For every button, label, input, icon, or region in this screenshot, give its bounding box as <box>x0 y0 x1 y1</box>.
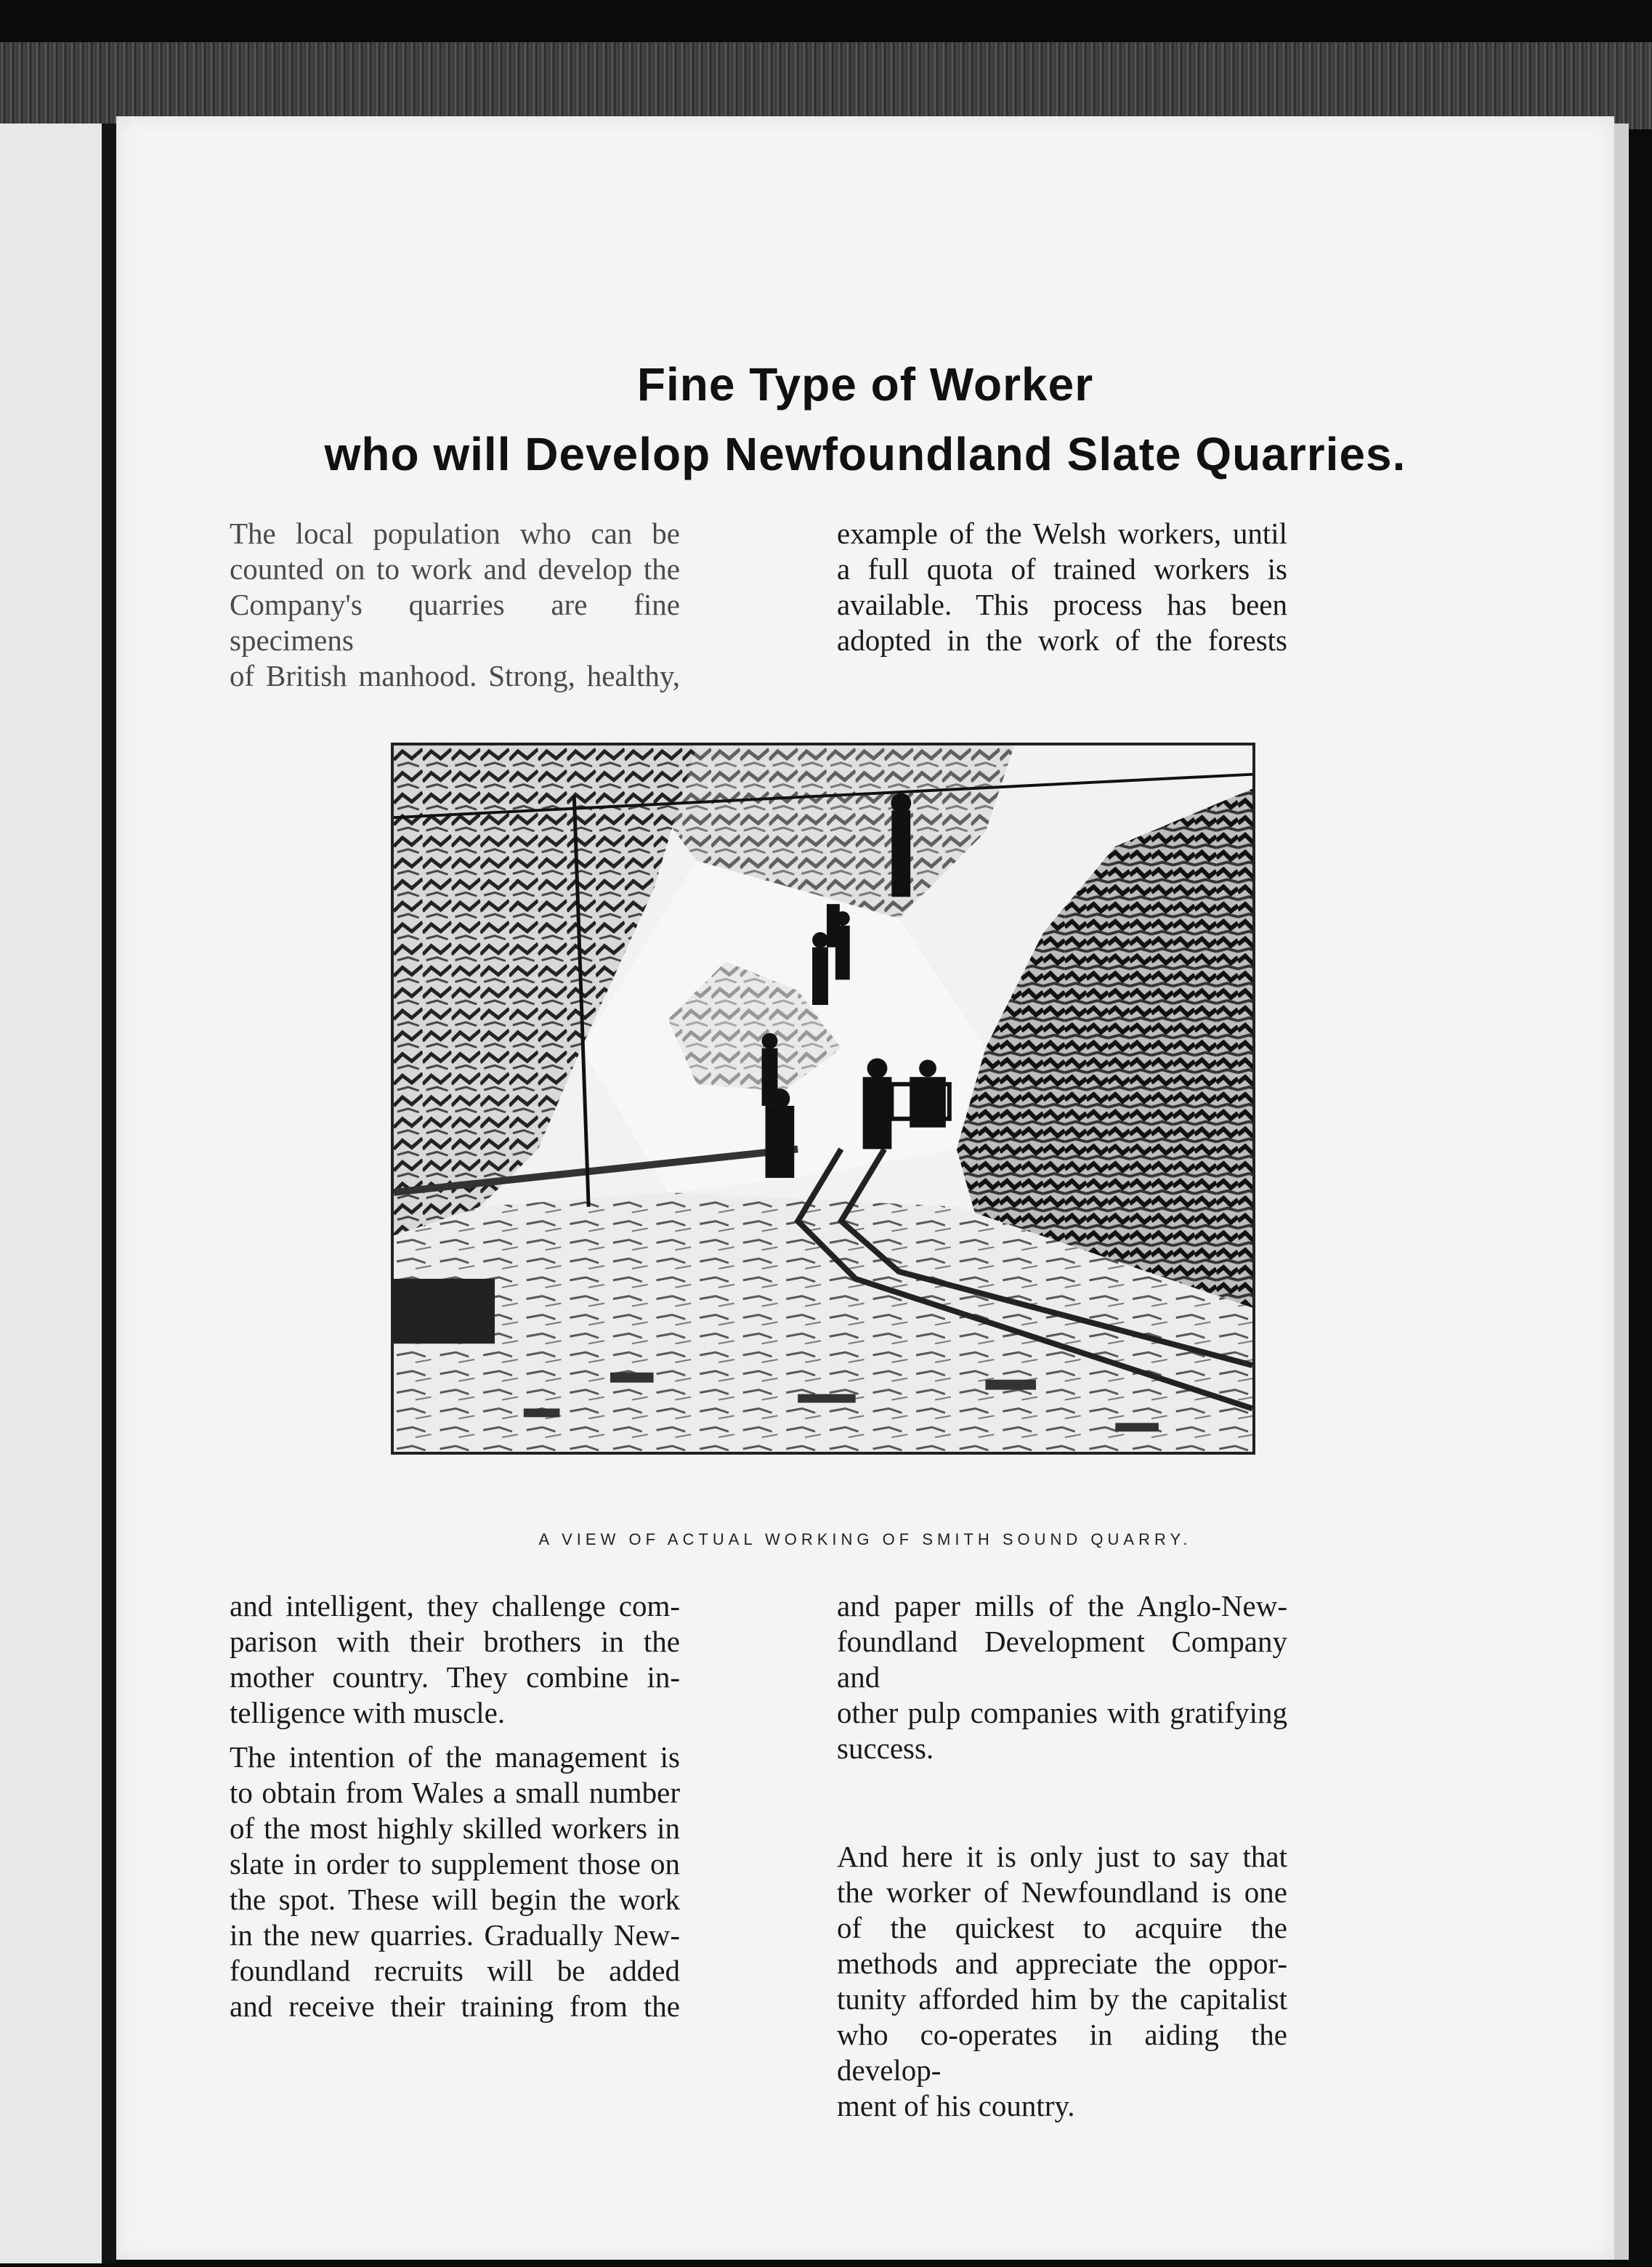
text-line: in the new quarries. Gradually New- <box>230 1918 680 1952</box>
text-line: The local population who can be <box>230 517 680 550</box>
facing-page <box>0 124 105 2263</box>
text-line: example of the Welsh workers, until <box>837 517 1287 550</box>
text-line: of British manhood. Strong, healthy, <box>230 659 680 692</box>
text-line: counted on to work and develop the <box>230 552 680 586</box>
page-gutter <box>102 124 116 2263</box>
intro-right-column <box>837 516 1287 658</box>
body-right-column <box>837 1588 1287 2124</box>
text-line: success. <box>837 1731 934 1765</box>
text-line: a full quota of trained workers is <box>837 552 1287 586</box>
text-line: foundland recruits will be added <box>230 1954 680 1987</box>
text-line: telligence with muscle. <box>230 1696 506 1729</box>
text-line: and intelligent, they challenge com- <box>230 1589 680 1623</box>
quarry-photo <box>391 743 1255 1455</box>
text-line: The intention of the management is <box>230 1740 680 1774</box>
page-subtitle: who will Develop Newfoundland Slate Quarries. <box>324 428 1406 480</box>
photo-caption: A VIEW OF ACTUAL WORKING OF SMITH SOUND QUARRY. <box>538 1530 1192 1548</box>
text-line: available. This process has been <box>837 588 1287 621</box>
page-title: Fine Type of Worker <box>636 358 1094 411</box>
text-line: and receive their training from the <box>230 1989 680 2023</box>
text-line: the spot. These will begin the work <box>230 1883 680 1916</box>
text-line: and paper mills of the Anglo-New- <box>837 1589 1287 1623</box>
text-line: foundland Development Company and <box>837 1625 1287 1694</box>
text-line: other pulp companies with gratifying <box>837 1696 1287 1729</box>
text-line: of the most highly skilled workers in <box>230 1811 680 1845</box>
text-line: slate in order to supplement those on <box>230 1847 680 1880</box>
page-edge <box>1614 124 1629 2260</box>
text-line: Company's quarries are fine specimens <box>230 588 680 657</box>
text-line: the worker of Newfoundland is one <box>837 1875 1287 1909</box>
body-left-column <box>230 1588 680 2024</box>
intro-left-column <box>230 516 680 694</box>
text-line: ment of his country. <box>837 2089 1075 2122</box>
text-line: of the quickest to acquire the <box>837 1911 1287 1944</box>
quarry-illustration <box>394 745 1252 1452</box>
text-line: methods and appreciate the oppor- <box>837 1947 1287 1980</box>
text-line: adopted in the work of the forests <box>837 623 1287 657</box>
text-line: parison with their brothers in the <box>230 1625 680 1658</box>
text-line: tunity afforded him by the capitalist <box>837 1982 1287 2016</box>
text-line: mother country. They combine in- <box>230 1660 680 1694</box>
text-line: who co-operates in aiding the develop- <box>837 2018 1287 2087</box>
text-line: to obtain from Wales a small number <box>230 1776 680 1809</box>
text-line: And here it is only just to say that <box>837 1840 1287 1873</box>
